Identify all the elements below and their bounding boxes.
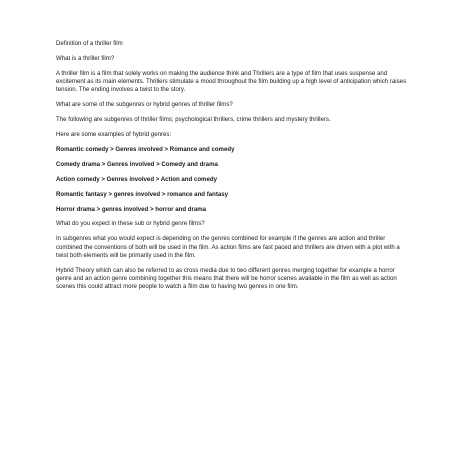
subgenre-expectations-paragraph: In subgenres what you would expect is depending on the genres combined for example if the genres are action and thriller combined the conventions of both will be used in the film. As action films are fast paced and thrillers are driven with a plot with a twist both elements will be primarily used in the film. [56, 235, 400, 259]
thriller-definition-paragraph: A thriller film is a film that solely works on making the audience think and Thrillers are a type of film that uses suspense and excitement as its main elements. Thrillers stimulate a mood throughout the film building up a high level of anticipation which raises tension. The ending involves a twist to the story. [56, 69, 407, 94]
hybrid-genres-intro: Here are some examples of hybrid genres: [56, 131, 172, 139]
question-subgenres: What are some of the subgenres or hybrid genres of thriller films? [56, 101, 233, 109]
hybrid-genre-item: Action comedy > Genres involved > Action and comedy [56, 175, 217, 183]
hybrid-genre-item: Comedy drama > Genres involved > Comedy and drama [56, 160, 218, 168]
document-heading: Definition of a thriller film [56, 40, 123, 47]
hybrid-genre-item: Romantic fantasy > genres involved > romance and fantasy [56, 190, 229, 198]
question-expectations: What do you expect in these sub or hybrid genre films? [56, 220, 205, 228]
question-what-is-thriller: What is a thriller film? [56, 54, 115, 62]
hybrid-theory-paragraph: Hybrid Theory which can also be referred to as cross media due to two different genres merging together for example a horror genre and an action genre combining together this means that there will be horror scenes available in the film as well as action scenes this could attract more people to watch a film due to having two genres in one film. [56, 266, 397, 291]
document-body [56, 40, 408, 298]
hybrid-genre-item: Romantic comedy > Genres involved > Romance and comedy [56, 145, 235, 153]
subgenres-paragraph: The following are subgenres of thriller films; psychological thrillers, crime thrillers and mystery thrillers. [56, 116, 331, 124]
hybrid-genre-item: Horror drama > genres involved > horror and drama [56, 205, 207, 213]
